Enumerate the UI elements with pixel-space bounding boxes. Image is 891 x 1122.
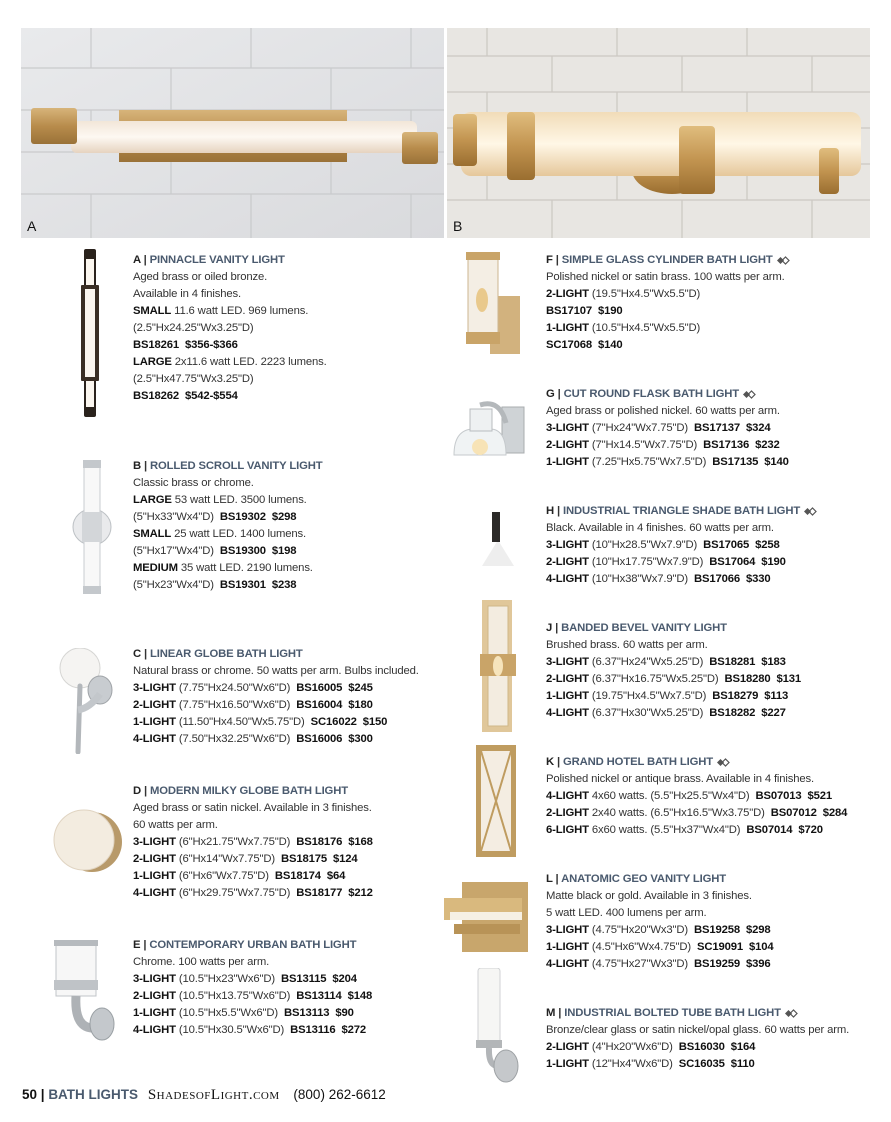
product-name: CUT ROUND FLASK BATH LIGHT: [563, 388, 740, 400]
product-spec-line: [546, 888, 774, 905]
spec-text: Aged brass or polished nickel. 60 watts per arm.: [546, 405, 780, 417]
product-spec-line: [133, 388, 327, 405]
spec-bold-text: 1-LIGHT: [546, 322, 589, 334]
product-spec-line: [133, 543, 322, 560]
product-letter: G: [546, 388, 555, 400]
product-letter: D: [133, 785, 142, 797]
spec-text: (5"Hx33"Wx4"D): [133, 511, 220, 523]
spec-bold-text: BS18174 $64: [274, 870, 346, 882]
product-name: INDUSTRIAL TRIANGLE SHADE BATH LIGHT: [563, 505, 801, 517]
spec-bold-text: BS17064 $190: [709, 556, 786, 568]
spec-bold-text: BS18281 $183: [709, 656, 786, 668]
spec-text: 6x60 watts. (5.5"Hx37"Wx4"D): [588, 824, 747, 836]
product-letter: M: [546, 1007, 556, 1019]
product-separator: |: [140, 939, 150, 951]
product-spec-line: [546, 654, 801, 671]
spec-text: (11.50"Hx4.50"Wx5.75"D): [175, 716, 311, 728]
product-spec-line: [133, 269, 327, 286]
spec-bold-text: BS18175 $124: [280, 853, 358, 865]
spec-bold-text: BS17065 $258: [703, 539, 780, 551]
spec-bold-text: 2-LIGHT: [546, 807, 589, 819]
product-name: LINEAR GLOBE BATH LIGHT: [150, 648, 303, 660]
spec-bold-text: 1-LIGHT: [546, 941, 589, 953]
spec-bold-text: BS07014 $720: [746, 824, 823, 836]
spec-text: (6"Hx21.75"Wx7.75"D): [175, 836, 297, 848]
spec-text: 2x40 watts. (6.5"Hx16.5"Wx3.75"D): [588, 807, 771, 819]
product-name: MODERN MILKY GLOBE BATH LIGHT: [150, 785, 348, 797]
spec-bold-text: 3-LIGHT: [546, 539, 589, 551]
product-heading: [133, 646, 419, 663]
spec-bold-text: 4-LIGHT: [133, 887, 176, 899]
spec-text: (19.5"Hx4.5"Wx5.5"D): [588, 288, 701, 300]
product-heading: [546, 1005, 849, 1022]
spec-bold-text: BS19259 $396: [693, 958, 771, 970]
spec-bold-text: BS19258 $298: [693, 924, 771, 936]
product-separator: |: [552, 254, 562, 266]
product-spec-line: [546, 956, 774, 973]
product-spec-line: [546, 437, 789, 454]
product-letter: H: [546, 505, 555, 517]
product-spec-line: [546, 286, 790, 303]
product-name: INDUSTRIAL BOLTED TUBE BATH LIGHT: [564, 1007, 781, 1019]
spec-bold-text: BS18261 $356-$366: [133, 339, 238, 351]
product-separator: |: [552, 873, 562, 885]
product-spec-line: [133, 817, 373, 834]
spec-text: (4.75"Hx27"Wx3"D): [588, 958, 694, 970]
spec-text: (10.5"Hx4.5"Wx5.5"D): [588, 322, 701, 334]
spec-bold-text: BS18282 $227: [709, 707, 786, 719]
spec-bold-text: BS16030 $164: [678, 1041, 756, 1053]
product-spec-line: [133, 697, 419, 714]
spec-text: (10.5"Hx5.5"Wx6"D): [175, 1007, 284, 1019]
spec-bold-text: BS19301 $238: [219, 579, 297, 591]
spec-bold-text: 3-LIGHT: [546, 924, 589, 936]
product-heading: [133, 458, 322, 475]
product-image-l: [440, 880, 532, 954]
spec-bold-text: BS18280 $131: [724, 673, 802, 685]
spec-text: Available in 4 finishes.: [133, 288, 241, 300]
spec-bold-text: 3-LIGHT: [133, 973, 176, 985]
product-spec-line: [546, 537, 817, 554]
product-spec-line: [133, 337, 327, 354]
product-spec-line: [546, 571, 817, 588]
product-spec-line: [546, 705, 801, 722]
spec-text: (10.5"Hx30.5"Wx6"D): [175, 1024, 291, 1036]
product-heading: [133, 783, 373, 800]
product-spec-line: [133, 509, 322, 526]
spec-text: Polished nickel or antique brass. Available in 4 finishes.: [546, 773, 815, 785]
spec-text: (6"Hx29.75"Wx7.75"D): [175, 887, 297, 899]
product-separator: |: [140, 254, 150, 266]
product-heading: [546, 871, 774, 888]
spec-text: Aged brass or satin nickel. Available in 3 finishes.: [133, 802, 372, 814]
spec-bold-text: BS13115 $204: [280, 973, 357, 985]
product-image-g: [448, 395, 528, 469]
spec-bold-text: BS16005 $245: [296, 682, 373, 694]
product-separator: |: [141, 648, 151, 660]
product-separator: |: [552, 622, 562, 634]
spec-bold-text: BS19302 $298: [219, 511, 297, 523]
spec-bold-text: 1-LIGHT: [133, 716, 176, 728]
hero-label-b: B: [453, 218, 463, 234]
product-letter: C: [133, 648, 142, 660]
product-block-a: [133, 252, 327, 405]
spec-bold-text: 1-LIGHT: [133, 870, 176, 882]
spec-text: (4"Hx20"Wx6"D): [588, 1041, 679, 1053]
spec-text: 11.6 watt LED. 969 lumens.: [171, 305, 309, 317]
spec-bold-text: BS13116 $272: [290, 1024, 367, 1036]
spec-bold-text: BS18262 $542-$554: [133, 390, 238, 402]
product-block-f: [546, 252, 790, 354]
spec-bold-text: 3-LIGHT: [133, 682, 176, 694]
product-block-m: [546, 1005, 849, 1073]
product-spec-line: [546, 805, 847, 822]
product-spec-line: [546, 688, 801, 705]
spec-text: (10"Hx28.5"Wx7.9"D): [588, 539, 704, 551]
spec-text: Natural brass or chrome. 50 watts per arm. Bulbs included.: [133, 665, 419, 677]
spec-bold-text: 4-LIGHT: [546, 790, 589, 802]
product-block-j: [546, 620, 801, 722]
spec-text: (7.25"Hx5.75"Wx7.5"D): [588, 456, 713, 468]
product-name: ROLLED SCROLL VANITY LIGHT: [150, 460, 323, 472]
spec-text: 2x11.6 watt LED. 2223 lumens.: [171, 356, 327, 368]
product-spec-line: [546, 303, 790, 320]
page-number: 50: [22, 1087, 38, 1102]
product-block-e: [133, 937, 372, 1039]
spec-text: 25 watt LED. 1400 lumens.: [171, 528, 307, 540]
spec-text: (12"Hx4"Wx6"D): [588, 1058, 679, 1070]
product-name: SIMPLE GLASS CYLINDER BATH LIGHT: [561, 254, 773, 266]
page-footer: [22, 1087, 386, 1104]
product-spec-line: [546, 454, 789, 471]
product-spec-line: [546, 822, 847, 839]
energy-efficient-icon: [742, 390, 756, 399]
product-name: GRAND HOTEL BATH LIGHT: [563, 756, 714, 768]
spec-text: (4.5"Hx6"Wx4.75"D): [588, 941, 697, 953]
product-spec-line: [133, 371, 327, 388]
product-spec-line: [546, 269, 790, 286]
product-name: ANATOMIC GEO VANITY LIGHT: [561, 873, 726, 885]
product-spec-line: [133, 1022, 372, 1039]
spec-text: Brushed brass. 60 watts per arm.: [546, 639, 708, 651]
product-letter: E: [133, 939, 141, 951]
product-block-k: [546, 754, 847, 839]
spec-text: (4.75"Hx20"Wx3"D): [588, 924, 694, 936]
product-letter: F: [546, 254, 553, 266]
spec-bold-text: 1-LIGHT: [546, 1058, 589, 1070]
product-spec-line: [133, 663, 419, 680]
product-spec-line: [133, 954, 372, 971]
product-spec-line: [133, 303, 327, 320]
spec-bold-text: 2-LIGHT: [546, 439, 589, 451]
section-title: BATH LIGHTS: [48, 1087, 139, 1102]
spec-bold-text: BS13114 $148: [296, 990, 373, 1002]
spec-bold-text: BS17136 $232: [703, 439, 780, 451]
product-spec-line: [133, 971, 372, 988]
spec-text: Matte black or gold. Available in 3 finishes.: [546, 890, 752, 902]
product-spec-line: [133, 885, 373, 902]
spec-text: (2.5"Hx24.25"Wx3.25"D): [133, 322, 254, 334]
spec-bold-text: BS13113 $90: [283, 1007, 354, 1019]
product-spec-line: [133, 560, 322, 577]
spec-text: (10"Hx38"Wx7.9"D): [588, 573, 694, 585]
spec-bold-text: SC17068 $140: [546, 339, 623, 351]
spec-text: (7.50"Hx32.25"Wx6"D): [175, 733, 297, 745]
spec-bold-text: SC16022 $150: [310, 716, 388, 728]
product-name: PINNACLE VANITY LIGHT: [149, 254, 285, 266]
product-image-h: [478, 510, 518, 570]
product-block-b: [133, 458, 322, 594]
product-spec-line: [546, 671, 801, 688]
product-block-l: [546, 871, 774, 973]
spec-text: (7"Hx14.5"Wx7.75"D): [588, 439, 704, 451]
product-letter: A: [133, 254, 141, 266]
spec-text: (6.37"Hx30"Wx5.25"D): [588, 707, 710, 719]
hero-photo-b: [447, 28, 870, 238]
spec-bold-text: SC19091 $104: [696, 941, 774, 953]
spec-text: 60 watts per arm.: [133, 819, 218, 831]
spec-bold-text: 1-LIGHT: [546, 690, 589, 702]
spec-bold-text: BS16006 $300: [296, 733, 373, 745]
spec-bold-text: SC16035 $110: [678, 1058, 755, 1070]
spec-bold-text: BS18177 $212: [296, 887, 373, 899]
spec-text: Polished nickel or satin brass. 100 watts per arm.: [546, 271, 785, 283]
product-spec-line: [546, 788, 847, 805]
product-spec-line: [133, 851, 373, 868]
spec-text: Aged brass or oiled bronze.: [133, 271, 268, 283]
product-image-a: [80, 249, 100, 417]
product-heading: [133, 252, 327, 269]
product-image-b: [72, 460, 112, 594]
website-link[interactable]: ShadesofLight.com: [147, 1087, 280, 1103]
spec-text: (5"Hx17"Wx4"D): [133, 545, 220, 557]
product-spec-line: [133, 577, 322, 594]
spec-bold-text: 4-LIGHT: [546, 707, 589, 719]
product-spec-line: [133, 286, 327, 303]
product-image-e: [52, 940, 118, 1044]
product-name: BANDED BEVEL VANITY LIGHT: [561, 622, 727, 634]
product-spec-line: [546, 403, 789, 420]
spec-bold-text: BS17107 $190: [546, 305, 623, 317]
product-spec-line: [546, 337, 790, 354]
spec-bold-text: BS16004 $180: [296, 699, 373, 711]
spec-bold-text: 2-LIGHT: [546, 1041, 589, 1053]
product-spec-line: [546, 520, 817, 537]
spec-text: (7"Hx24"Wx7.75"D): [588, 422, 694, 434]
product-spec-line: [546, 1039, 849, 1056]
product-image-c: [56, 648, 116, 754]
product-separator: |: [141, 460, 151, 472]
product-spec-line: [546, 320, 790, 337]
product-block-d: [133, 783, 373, 902]
product-name: CONTEMPORARY URBAN BATH LIGHT: [149, 939, 357, 951]
spec-bold-text: LARGE: [133, 494, 172, 506]
spec-text: (6"Hx14"Wx7.75"D): [175, 853, 281, 865]
product-spec-line: [546, 771, 847, 788]
hero-photo-a: [21, 28, 444, 238]
spec-bold-text: 2-LIGHT: [546, 673, 589, 685]
spec-text: Classic brass or chrome.: [133, 477, 254, 489]
spec-bold-text: BS17135 $140: [712, 456, 789, 468]
product-spec-line: [133, 731, 419, 748]
product-separator: |: [554, 505, 564, 517]
product-spec-line: [546, 939, 774, 956]
product-spec-line: [133, 868, 373, 885]
product-letter: J: [546, 622, 553, 634]
product-block-h: [546, 503, 817, 588]
product-separator: |: [554, 756, 564, 768]
spec-bold-text: BS19300 $198: [219, 545, 297, 557]
spec-text: (19.75"Hx4.5"Wx7.5"D): [588, 690, 713, 702]
spec-bold-text: BS18279 $113: [712, 690, 789, 702]
spec-text: 5 watt LED. 400 lumens per arm.: [546, 907, 707, 919]
product-spec-line: [546, 1056, 849, 1073]
spec-bold-text: SMALL: [133, 528, 172, 540]
product-image-d: [50, 806, 126, 878]
energy-efficient-icon: [716, 758, 730, 767]
product-spec-line: [133, 834, 373, 851]
product-heading: [133, 937, 372, 954]
spec-text: (2.5"Hx47.75"Wx3.25"D): [133, 373, 254, 385]
spec-bold-text: 4-LIGHT: [133, 733, 176, 745]
spec-bold-text: 3-LIGHT: [546, 656, 589, 668]
spec-bold-text: BS17137 $324: [693, 422, 771, 434]
product-spec-line: [546, 1022, 849, 1039]
product-heading: [546, 754, 847, 771]
spec-text: (6"Hx6"Wx7.75"D): [175, 870, 275, 882]
phone-number[interactable]: (800) 262-6612: [293, 1087, 386, 1102]
product-image-j: [476, 600, 520, 732]
product-heading: [546, 252, 790, 269]
spec-text: 35 watt LED. 2190 lumens.: [177, 562, 313, 574]
product-spec-line: [133, 680, 419, 697]
product-spec-line: [546, 637, 801, 654]
product-spec-line: [546, 905, 774, 922]
product-heading: [546, 620, 801, 637]
spec-text: (6.37"Hx24"Wx5.25"D): [588, 656, 710, 668]
product-separator: |: [554, 388, 564, 400]
spec-text: (6.37"Hx16.75"Wx5.25"D): [588, 673, 725, 685]
spec-text: (7.75"Hx24.50"Wx6"D): [175, 682, 297, 694]
energy-efficient-icon: [784, 1009, 798, 1018]
product-separator: |: [141, 785, 151, 797]
energy-efficient-icon: [776, 256, 790, 265]
spec-bold-text: BS17066 $330: [693, 573, 771, 585]
product-heading: [546, 386, 789, 403]
product-image-k: [474, 745, 518, 857]
footer-separator: |: [37, 1087, 49, 1102]
product-spec-line: [133, 1005, 372, 1022]
spec-bold-text: BS18176 $168: [296, 836, 373, 848]
spec-bold-text: 2-LIGHT: [133, 853, 176, 865]
spec-text: (10"Hx17.75"Wx7.9"D): [588, 556, 710, 568]
hero-label-a: A: [27, 218, 37, 234]
spec-bold-text: 3-LIGHT: [546, 422, 589, 434]
spec-bold-text: BS07013 $521: [755, 790, 833, 802]
spec-bold-text: 2-LIGHT: [133, 990, 176, 1002]
spec-bold-text: 2-LIGHT: [133, 699, 176, 711]
spec-bold-text: SMALL: [133, 305, 172, 317]
spec-bold-text: 2-LIGHT: [546, 288, 589, 300]
product-block-g: [546, 386, 789, 471]
spec-text: (7.75"Hx16.50"Wx6"D): [175, 699, 297, 711]
spec-text: 53 watt LED. 3500 lumens.: [171, 494, 307, 506]
spec-text: (10.5"Hx23"Wx6"D): [175, 973, 281, 985]
product-spec-line: [133, 714, 419, 731]
product-spec-line: [133, 475, 322, 492]
spec-bold-text: 4-LIGHT: [133, 1024, 176, 1036]
product-spec-line: [133, 800, 373, 817]
spec-text: Black. Available in 4 finishes. 60 watts per arm.: [546, 522, 774, 534]
product-spec-line: [133, 988, 372, 1005]
spec-bold-text: 6-LIGHT: [546, 824, 589, 836]
product-letter: L: [546, 873, 553, 885]
spec-text: Bronze/clear glass or satin nickel/opal glass. 60 watts per arm.: [546, 1024, 850, 1036]
product-spec-line: [133, 320, 327, 337]
product-heading: [546, 503, 817, 520]
product-spec-line: [546, 554, 817, 571]
spec-bold-text: 1-LIGHT: [546, 456, 589, 468]
spec-bold-text: 2-LIGHT: [546, 556, 589, 568]
product-spec-line: [546, 420, 789, 437]
spec-text: (10.5"Hx13.75"Wx6"D): [175, 990, 297, 1002]
product-block-c: [133, 646, 419, 748]
spec-bold-text: 4-LIGHT: [546, 958, 589, 970]
product-spec-line: [133, 492, 322, 509]
spec-text: 4x60 watts. (5.5"Hx25.5"Wx4"D): [588, 790, 756, 802]
product-spec-line: [133, 354, 327, 371]
product-letter: B: [133, 460, 142, 472]
product-letter: K: [546, 756, 555, 768]
product-spec-line: [546, 922, 774, 939]
product-separator: |: [555, 1007, 565, 1019]
spec-bold-text: 3-LIGHT: [133, 836, 176, 848]
product-spec-line: [133, 526, 322, 543]
spec-bold-text: 4-LIGHT: [546, 573, 589, 585]
product-image-m: [466, 968, 522, 1086]
spec-text: (5"Hx23"Wx4"D): [133, 579, 220, 591]
spec-bold-text: LARGE: [133, 356, 172, 368]
spec-bold-text: BS07012 $284: [770, 807, 848, 819]
spec-text: Chrome. 100 watts per arm.: [133, 956, 270, 968]
product-image-f: [462, 252, 522, 356]
spec-bold-text: 1-LIGHT: [133, 1007, 176, 1019]
spec-bold-text: MEDIUM: [133, 562, 178, 574]
energy-efficient-icon: [803, 507, 817, 516]
